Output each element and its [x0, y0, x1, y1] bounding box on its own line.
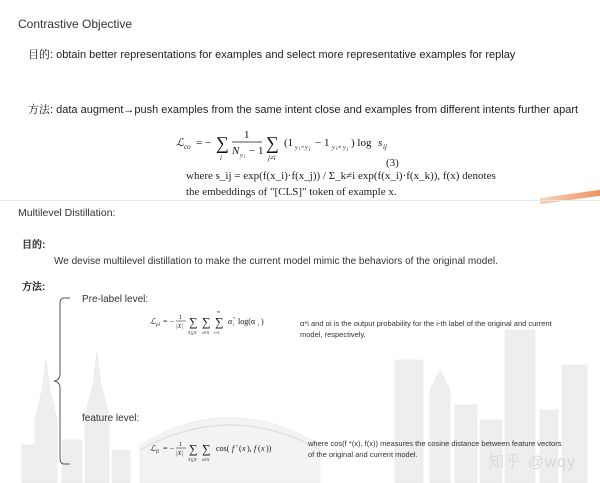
feature-loss-equation	[148, 436, 308, 462]
svg-text:x: x	[242, 444, 246, 453]
svg-text:ij: ij	[383, 143, 387, 151]
svg-text:y: y	[343, 145, 346, 151]
svg-text:co: co	[184, 143, 191, 151]
svg-text:∑: ∑	[215, 315, 224, 329]
svg-text:N: N	[232, 145, 240, 157]
feature-level-description: where cos(f *(x), f(x)) measures the cosine distance between feature vectors of the original and current model.	[308, 439, 562, 459]
svg-text:− 1: − 1	[315, 137, 330, 149]
svg-text:ℒ: ℒ	[176, 137, 184, 149]
svg-text:y: y	[295, 145, 298, 151]
svg-text:≠: ≠	[338, 145, 342, 151]
svg-text:α: α	[228, 317, 233, 326]
svg-text:j: j	[309, 147, 311, 152]
section-divider	[0, 200, 600, 201]
equation-where-clause: where s_ij = exp(f(x_i)·f(x_j)) / Σ_k≠i exp(f(x_i)·f(x_k)), f(x) denotes	[186, 170, 496, 182]
pre-label-level-title: Pre-label level:	[82, 294, 149, 305]
method-text: data augment→push examples from the same intent close and examples from different intents further apart	[56, 104, 579, 116]
svg-text:|X|: |X|	[176, 324, 183, 330]
svg-text:= −: = −	[163, 317, 175, 326]
svg-text:): )	[261, 317, 264, 326]
svg-text:log(α: log(α	[238, 317, 256, 326]
svg-text:*: *	[233, 316, 235, 321]
svg-text:= −: = −	[196, 137, 212, 149]
zhihu-watermark: 知乎 @wqy	[488, 454, 577, 471]
svg-text:ℒ: ℒ	[150, 444, 156, 453]
svg-text:|X|: |X|	[176, 451, 183, 457]
equation-where-clause-2: the embeddings of "[CLS]" token of example x.	[186, 186, 397, 198]
method-label: 方法:	[28, 104, 54, 116]
svg-text:∑: ∑	[202, 442, 211, 456]
svg-text:f: f	[232, 444, 235, 453]
svg-text:− 1: − 1	[249, 145, 264, 157]
svg-text:),: ),	[247, 444, 252, 453]
svg-text:i: i	[220, 154, 222, 162]
svg-text:x∈X: x∈X	[202, 330, 210, 335]
svg-text:1: 1	[179, 315, 182, 321]
svg-text:i: i	[299, 147, 301, 152]
svg-text:(1: (1	[284, 137, 294, 149]
svg-text:cos(: cos(	[216, 444, 230, 453]
svg-text:i: i	[244, 155, 246, 160]
svg-text:∑: ∑	[266, 133, 279, 153]
svg-text:1: 1	[244, 129, 250, 141]
svg-text:pl: pl	[156, 323, 160, 328]
svg-text:fl: fl	[156, 450, 159, 455]
grouping-brace	[40, 296, 80, 466]
distillation-method-label: 方法:	[22, 282, 46, 293]
svg-text:i: i	[336, 147, 338, 152]
svg-text:∑: ∑	[216, 133, 229, 153]
svg-text:s: s	[378, 137, 383, 149]
svg-text:(: (	[239, 444, 242, 453]
svg-text:*: *	[236, 444, 238, 449]
svg-text:y: y	[305, 145, 308, 151]
contrastive-loss-equation	[170, 122, 410, 164]
svg-text:j: j	[347, 147, 349, 152]
svg-text:j≠i: j≠i	[268, 154, 276, 162]
contrastive-goal	[28, 46, 515, 62]
svg-text:1: 1	[179, 442, 182, 448]
distillation-goal-label: 目的:	[22, 240, 46, 251]
section-title-distillation: Multilevel Distillation:	[18, 207, 116, 219]
svg-text:ℒ: ℒ	[150, 317, 156, 326]
svg-text:= −: = −	[163, 444, 175, 453]
decorative-stroke	[540, 190, 600, 204]
svg-text:i: i	[258, 322, 260, 327]
distillation-goal-text: We devise multilevel distillation to make the current model mimic the behaviors of the original model.	[54, 256, 498, 267]
svg-text:y: y	[332, 145, 335, 151]
feature-level-title: feature level:	[82, 413, 140, 424]
svg-text:f: f	[254, 444, 257, 453]
svg-text:=: =	[301, 145, 305, 151]
goal-text: obtain better representations for examples and select more representative examples for replay	[56, 49, 516, 61]
svg-text:(: (	[258, 444, 261, 453]
svg-text:y: y	[240, 153, 243, 159]
svg-text:m: m	[217, 309, 220, 314]
svg-text:)): ))	[266, 444, 272, 453]
svg-text:i: i	[233, 322, 235, 327]
svg-text:x∈X: x∈X	[202, 457, 210, 462]
svg-text:X⊆N: X⊆N	[188, 457, 197, 462]
goal-label: 目的:	[28, 49, 54, 61]
svg-text:i=1: i=1	[214, 330, 220, 335]
pre-label-description: α*i and αi is the output probability for the i-th label of the original and current model, respectively.	[300, 319, 552, 339]
svg-text:) log: ) log	[351, 137, 372, 149]
pre-label-loss-equation	[148, 306, 288, 338]
svg-text:X⊆N: X⊆N	[188, 330, 197, 335]
svg-text:∑: ∑	[202, 315, 211, 329]
svg-text:x: x	[261, 444, 265, 453]
contrastive-method	[28, 101, 578, 117]
svg-text:∑: ∑	[189, 442, 198, 456]
svg-text:∑: ∑	[189, 315, 198, 329]
equation-number: (3)	[386, 157, 399, 169]
section-title-contrastive: Contrastive Objective	[18, 17, 133, 31]
